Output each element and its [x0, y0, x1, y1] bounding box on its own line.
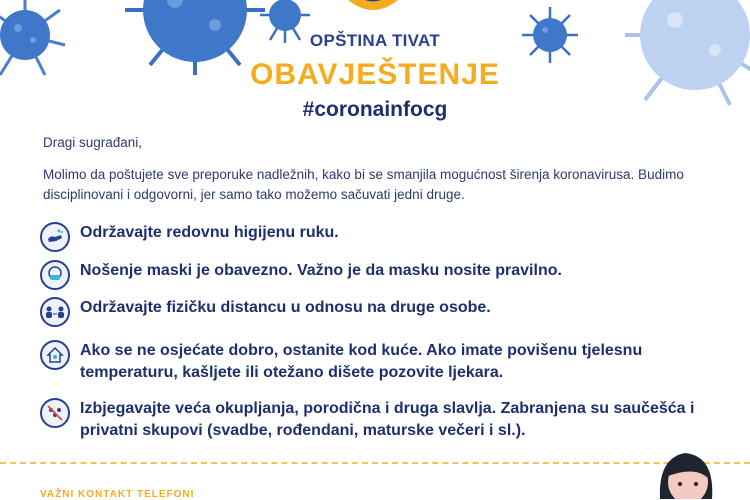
guideline-text: Ako se ne osjećate dobro, ostanite kod kuće. Ako imate povišenu tjelesnu temperaturu, kašljete ili otežano dišete pozovite ljekara.	[80, 342, 643, 381]
face-mask-icon	[40, 260, 70, 290]
no-gatherings-icon	[40, 398, 70, 428]
divider	[0, 462, 750, 464]
distance-icon	[40, 297, 70, 327]
header	[0, 0, 750, 125]
municipality-name: OPŠTINA TIVAT	[309, 31, 441, 50]
guideline-text: Izbjegavajte veća okupljanja, porodična i druga slavlja. Zabranjena su saučešća i privatni skupovi (svadbe, rođendani, maturske večeri i sl.).	[80, 400, 695, 439]
guideline-item	[40, 340, 740, 384]
guideline-item	[40, 297, 491, 327]
person-illustration-icon	[640, 448, 730, 499]
municipality-crest-icon	[338, 0, 408, 16]
hashtag: #coronainfocg	[302, 98, 448, 121]
contact-heading: VAŽNI KONTAKT TELEFONI	[40, 489, 195, 500]
guideline-item	[40, 222, 339, 252]
guideline-text: Nošenje maski je obavezno. Važno je da masku nosite pravilno.	[80, 262, 562, 279]
handwashing-icon	[40, 222, 70, 252]
guideline-text: Održavajte redovnu higijenu ruku.	[80, 224, 339, 241]
guideline-item	[40, 398, 740, 442]
page-title: OBAVJEŠTENJE	[250, 58, 500, 91]
stay-home-icon	[40, 340, 70, 370]
greeting: Dragi sugrađani,	[43, 135, 143, 150]
guideline-item	[40, 260, 562, 290]
guideline-text: Održavajte fizičku distancu u odnosu na druge osobe.	[80, 299, 491, 316]
intro-paragraph: Molimo da poštujete sve preporuke nadležnih, kako bi se smanjila mogućnost širenja koronavirusa. Budimo disciplinovani i odgovorni, jer samo tako možemo sačuvati jedni druge.	[43, 167, 684, 202]
